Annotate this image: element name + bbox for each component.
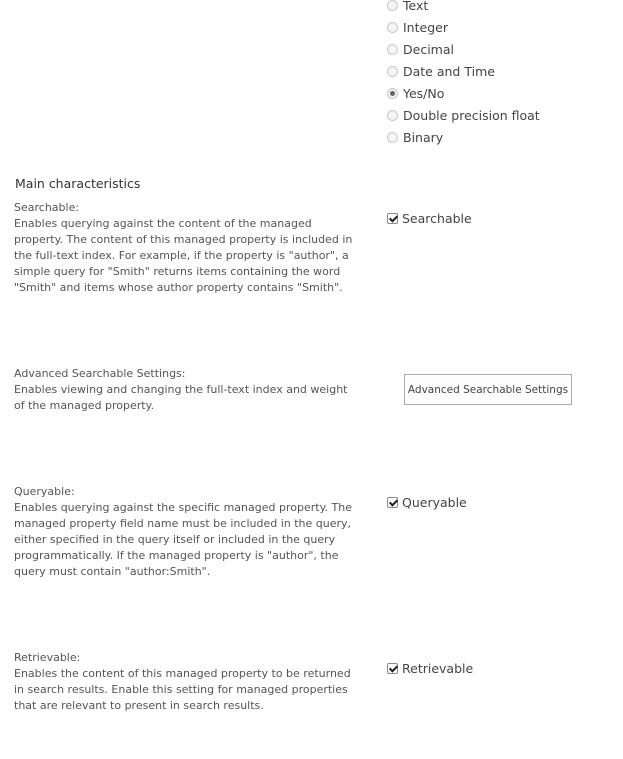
queryable-checkbox-label: Queryable (402, 495, 467, 510)
type-label-integer: Integer (403, 19, 448, 35)
queryable-checkbox-row[interactable] (387, 495, 467, 510)
advanced-description-block (14, 366, 359, 414)
type-label-date-and-time: Date and Time (403, 63, 495, 79)
searchable-checkbox[interactable] (387, 213, 398, 224)
retrievable-checkbox-label: Retrievable (402, 661, 474, 676)
type-option-binary[interactable] (387, 126, 443, 148)
radio-yes-no[interactable] (387, 88, 398, 99)
type-label-double-precision-float: Double precision float (403, 107, 540, 123)
type-option-yes-no[interactable] (387, 82, 444, 104)
type-option-integer[interactable] (387, 16, 448, 38)
type-label-text: Text (403, 0, 429, 13)
radio-double-precision-float[interactable] (387, 110, 398, 121)
advanced-description: Enables viewing and changing the full-text index and weight of the managed property. (14, 383, 348, 412)
type-label-binary: Binary (403, 129, 444, 145)
section-title-main-characteristics: Main characteristics (15, 176, 141, 191)
type-option-double-precision-float[interactable] (387, 104, 540, 126)
radio-date-and-time[interactable] (387, 66, 398, 77)
retrievable-checkbox-row[interactable] (387, 661, 473, 676)
retrievable-checkbox[interactable] (387, 663, 398, 674)
searchable-description: Enables querying against the content of the managed property. The content of this managed property is included in the full-text index. For example, if the property is "author", a simple query for "Smith" returns items containing the word "Smith" and items whose author property contains "Smith". (14, 217, 353, 294)
searchable-checkbox-label: Searchable (402, 211, 472, 226)
searchable-description-block (14, 200, 359, 296)
queryable-description-block (14, 484, 359, 580)
type-label-yes-no: Yes/No (403, 85, 445, 101)
queryable-checkbox[interactable] (387, 497, 398, 508)
searchable-checkbox-row[interactable] (387, 211, 472, 226)
searchable-title: Searchable: (14, 201, 80, 214)
type-label-decimal: Decimal (403, 41, 454, 57)
queryable-description: Enables querying against the specific managed property. The managed property field name must be included in the query, either specified in the query itself or included in the query programmatically. If the managed property is "author", the query must contain "author:Smith". (14, 501, 352, 578)
retrievable-description: Enables the content of this managed property to be returned in search results. Enable this setting for managed properties that are relevant to present in search results. (14, 667, 351, 712)
retrievable-title: Retrievable: (14, 651, 81, 664)
advanced-searchable-settings-button[interactable]: Advanced Searchable Settings (404, 374, 572, 405)
radio-integer[interactable] (387, 22, 398, 33)
radio-binary[interactable] (387, 132, 398, 143)
radio-decimal[interactable] (387, 44, 398, 55)
queryable-title: Queryable: (14, 485, 75, 498)
type-option-date-and-time[interactable] (387, 60, 495, 82)
type-option-text[interactable] (387, 0, 428, 16)
type-option-decimal[interactable] (387, 38, 454, 60)
retrievable-description-block (14, 650, 359, 714)
advanced-title: Advanced Searchable Settings: (14, 367, 186, 380)
radio-text[interactable] (387, 0, 398, 11)
